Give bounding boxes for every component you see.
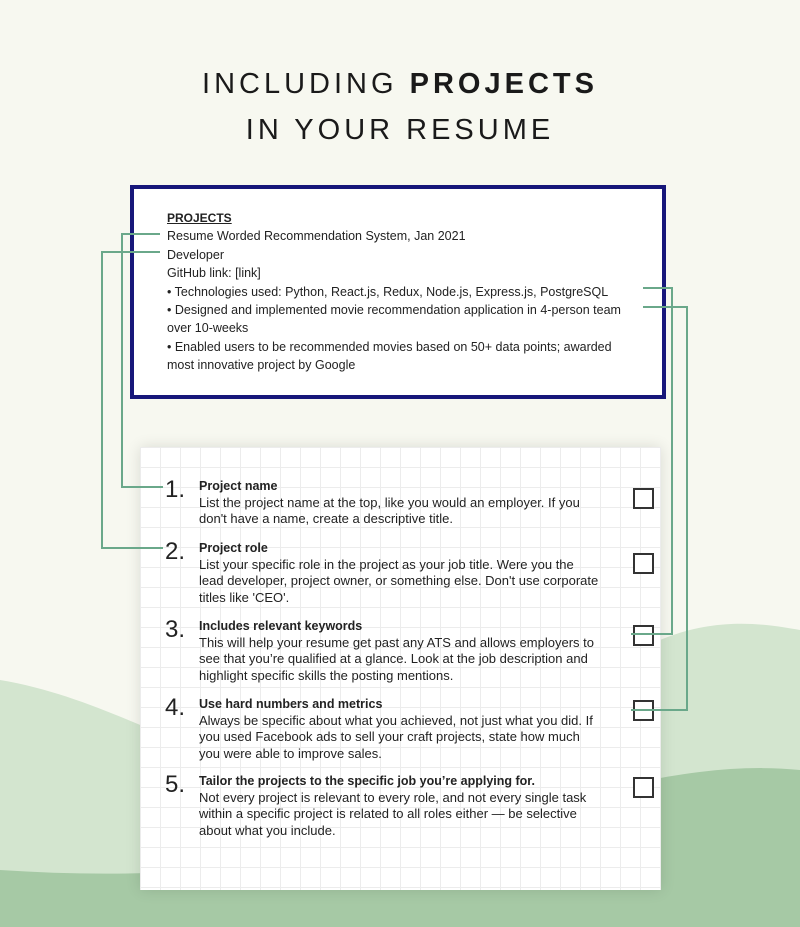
resume-line: Developer xyxy=(167,247,224,262)
resume-projects-example xyxy=(130,185,666,399)
item-number: 2. xyxy=(165,538,186,565)
page-title-line-1: INCLUDING PROJECTS xyxy=(202,68,598,100)
resume-line: over 10-weeks xyxy=(167,321,249,336)
resume-line: most innovative project by Google xyxy=(167,358,356,373)
item-body: Not every project is relevant to every role, and not every single task within a specific project is related to all roles either — be selective about what you include. xyxy=(199,789,587,838)
checkbox[interactable] xyxy=(633,777,654,798)
checklist-panel xyxy=(140,447,661,890)
item-number: 3. xyxy=(165,616,186,643)
item-number: 1. xyxy=(165,476,186,503)
item-title: Project role xyxy=(199,541,268,555)
item-body: List your specific role in the project as your job title. Were you the lead developer, project owner, or something else. Don't use corporate titles like 'CEO'. xyxy=(199,556,599,605)
item-title: Tailor the projects to the specific job you’re applying for. xyxy=(199,774,535,788)
resume-section-heading: PROJECTS xyxy=(167,211,232,225)
checkbox[interactable] xyxy=(633,700,654,721)
resume-line: • Technologies used: Python, React.js, Redux, Node.js, Express.js, PostgreSQL xyxy=(167,284,609,299)
resume-line: Resume Worded Recommendation System, Jan 2021 xyxy=(167,229,466,244)
item-title: Project name xyxy=(199,479,278,493)
checkbox[interactable] xyxy=(633,625,654,646)
checkbox[interactable] xyxy=(633,488,654,509)
item-body: This will help your resume get past any ATS and allows employers to see that you’re qualified at a glance. Look at the job description and highlight specific skills the posting mentions. xyxy=(199,634,594,683)
resume-line: • Designed and implemented movie recommendation application in 4-person team xyxy=(167,303,621,318)
resume-line: • Enabled users to be recommended movies based on 50+ data points; awarded xyxy=(167,339,612,354)
item-title: Use hard numbers and metrics xyxy=(199,697,383,711)
item-number: 5. xyxy=(165,771,186,798)
item-body: Always be specific about what you achieved, not just what you did. If you used Facebook ads to sell your craft projects, state how much you were able to improve sales. xyxy=(199,712,593,761)
item-title: Includes relevant keywords xyxy=(199,619,363,633)
checkbox[interactable] xyxy=(633,553,654,574)
page-title-line-2: IN YOUR RESUME xyxy=(245,114,555,146)
item-body: List the project name at the top, like you would an employer. If you don't have a name, create a descriptive title. xyxy=(199,494,580,526)
item-number: 4. xyxy=(165,694,186,721)
resume-line: GitHub link: [link] xyxy=(167,266,261,281)
